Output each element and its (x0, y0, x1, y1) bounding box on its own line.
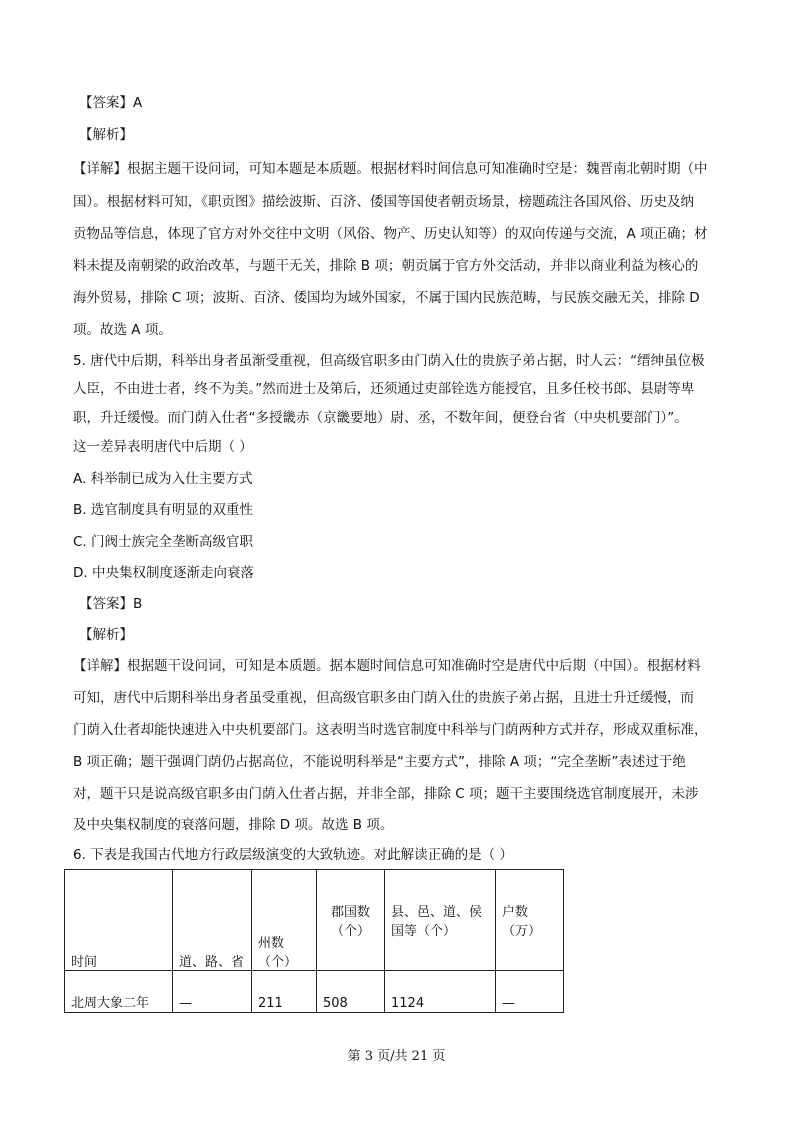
table-cell: — (173, 971, 252, 1013)
detail-line: 对，题干只是说高级官职多由门荫入仕者占据，并非全部，排除 C 项；题干主要围绕选官制度展开，未涉 (73, 786, 699, 802)
question-stem-line: 职，升迁缓慢。而门荫入仕者“多授畿赤（京畿要地）尉、丞，不数年间，便登台省（中央机要部门）”。 (73, 410, 688, 426)
option-b: B. 选官制度具有明显的双重性 (73, 502, 253, 518)
answer-label: 【答案】A (79, 95, 143, 111)
table-header-row (65, 870, 564, 971)
detail-line: 国）。根据材料可知，《职贡图》描绘波斯、百济、倭国等国使者朝贡场景，榜题疏注各国风俗、历史及纳 (73, 194, 694, 210)
table-cell: 211 (252, 971, 317, 1013)
detail-line: 项。故选 A 项。 (73, 322, 172, 338)
table-header-cell: 县、邑、道、侯国等（个） (385, 870, 496, 971)
question-stem-line: 这一差异表明唐代中后期（ ） (73, 439, 253, 455)
option-d: D. 中央集权制度逐渐走向衰落 (73, 565, 254, 581)
page-footer: 第 3 页/共 21 页 (347, 1049, 446, 1064)
detail-line: 门荫入仕者却能快速进入中央机要部门。这表明当时选官制度中科举与门荫两种方式并存，形成双重标准， (73, 722, 708, 738)
detail-line: 可知，唐代中后期科举出身者虽受重视，但高级官职多由门荫入仕的贵族子弟占据，且进士升迁缓慢，而 (73, 690, 694, 706)
option-a: A. 科举制已成为入仕主要方式 (73, 471, 253, 487)
detail-line: 及中央集权制度的衰落问题，排除 D 项。故选 B 项。 (73, 817, 394, 833)
question-stem-line: 人臣，不由进士者，终不为美。”然而进士及第后，还须通过吏部铨选方能授官，且多任校书郎、县尉等卑 (73, 381, 695, 397)
table-cell: 1124 (385, 971, 496, 1013)
table-header-cell: 郡国数（个） (317, 870, 385, 971)
detail-line: 海外贸易，排除 C 项；波斯、百济、倭国均为域外国家，不属于国内民族范畴，与民族交融无关，排除 D (73, 290, 700, 306)
admin-levels-table (64, 869, 564, 1013)
question-stem-line: 6. 下表是我国古代地方行政层级演变的大致轨迹。对此解读正确的是（ ） (73, 847, 513, 863)
analysis-label: 【解析】 (79, 627, 133, 643)
option-c: C. 门阀士族完全垄断高级官职 (73, 534, 254, 550)
table-header-cell: 户数（万） (496, 870, 564, 971)
detail-line: 【详解】根据主题干设问词，可知本题是本质题。根据材料时间信息可知准确时空是：魏晋南北朝时期（中 (73, 161, 708, 177)
analysis-label: 【解析】 (79, 127, 133, 143)
table-cell: 北周大象二年 (65, 971, 173, 1013)
detail-line: 料未提及南朝梁的政治改革，与题干无关，排除 B 项；朝贡属于官方外交活动，并非以商业利益为核心的 (73, 258, 699, 274)
detail-line: 【详解】根据题干设问词，可知是本质题。据本题时间信息可知准确时空是唐代中后期（中国）。根据材料 (73, 658, 701, 674)
table-cell: — (496, 971, 564, 1013)
detail-line: B 项正确；题干强调门荫仍占据高位，不能说明科举是“主要方式”，排除 A 项；“完全垄断”表述过于绝 (73, 754, 686, 770)
detail-line: 贡物品等信息，体现了官方对外交往中文明（风俗、物产、历史认知等）的双向传递与交流，A 项正确；材 (73, 226, 708, 242)
table-row (65, 971, 564, 1013)
table-header-cell: 道、路、省 (173, 870, 252, 971)
question-stem-line: 5. 唐代中后期，科举出身者虽渐受重视，但高级官职多由门荫入仕的贵族子弟占据，时人云：“缙绅虽位极 (73, 353, 705, 369)
answer-label: 【答案】B (79, 596, 143, 612)
table-header-cell: 州数（个） (252, 870, 317, 971)
table-cell: 508 (317, 971, 385, 1013)
table-header-cell: 时间 (65, 870, 173, 971)
